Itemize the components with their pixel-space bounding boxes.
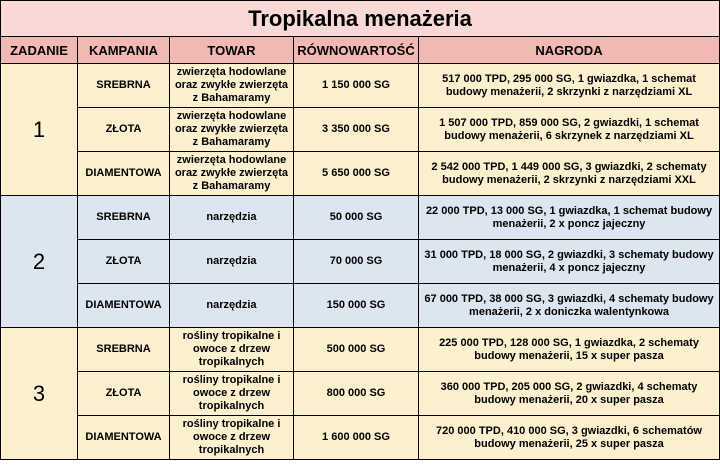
reward-cell: 2 542 000 TPD, 1 449 000 SG, 3 gwiazdki, 2 schematy budowy menażerii, 2 skrzynki z narzędziami XXL <box>419 152 720 196</box>
goods-cell: narzędzia <box>170 240 294 284</box>
goods-cell: rośliny tropikalne i owoce z drzew tropikalnych <box>170 416 294 460</box>
campaign-cell: ZŁOTA <box>78 372 170 416</box>
header-equivalent: RÓWNOWARTOŚĆ <box>294 37 419 64</box>
table-title: Tropikalna menażeria <box>1 1 720 37</box>
equivalent-cell: 500 000 SG <box>294 328 419 372</box>
equivalent-cell: 5 650 000 SG <box>294 152 419 196</box>
equivalent-cell: 800 000 SG <box>294 372 419 416</box>
table-row <box>1 196 720 240</box>
equivalent-cell: 1 600 000 SG <box>294 416 419 460</box>
equivalent-cell: 3 350 000 SG <box>294 108 419 152</box>
header-campaign: KAMPANIA <box>78 37 170 64</box>
reward-cell: 31 000 TPD, 18 000 SG, 2 gwiazdki, 3 schematy budowy menażerii, 4 x poncz jajeczny <box>419 240 720 284</box>
table-row <box>1 284 720 328</box>
task-number: 1 <box>1 64 78 196</box>
campaign-cell: DIAMENTOWA <box>78 416 170 460</box>
goods-cell: rośliny tropikalne i owoce z drzew tropikalnych <box>170 372 294 416</box>
table-row <box>1 152 720 196</box>
reward-cell: 517 000 TPD, 295 000 SG, 1 gwiazdka, 1 schemat budowy menażerii, 2 skrzynki z narzędziami XL <box>419 64 720 108</box>
reward-cell: 720 000 TPD, 410 000 SG, 3 gwiazdki, 6 schematów budowy menażerii, 25 x super pasza <box>419 416 720 460</box>
reward-cell: 22 000 TPD, 13 000 SG, 1 gwiazdka, 1 schemat budowy menażerii, 2 x poncz jajeczny <box>419 196 720 240</box>
goods-cell: rośliny tropikalne i owoce z drzew tropikalnych <box>170 328 294 372</box>
equivalent-cell: 70 000 SG <box>294 240 419 284</box>
goods-cell: narzędzia <box>170 196 294 240</box>
table-row <box>1 108 720 152</box>
campaign-cell: DIAMENTOWA <box>78 284 170 328</box>
table-row <box>1 416 720 460</box>
reward-cell: 360 000 TPD, 205 000 SG, 2 gwiazdki, 4 schematy budowy menażerii, 20 x super pasza <box>419 372 720 416</box>
reward-cell: 67 000 TPD, 38 000 SG, 3 gwiazdki, 4 schematy budowy menażerii, 2 x doniczka walentynkowa <box>419 284 720 328</box>
header-reward: NAGRODA <box>419 37 720 64</box>
campaign-cell: SREBRNA <box>78 328 170 372</box>
equivalent-cell: 150 000 SG <box>294 284 419 328</box>
goods-cell: zwierzęta hodowlane oraz zwykłe zwierzęta z Bahamaramy <box>170 152 294 196</box>
equivalent-cell: 1 150 000 SG <box>294 64 419 108</box>
campaign-cell: ZŁOTA <box>78 108 170 152</box>
task-number: 2 <box>1 196 78 328</box>
goods-cell: zwierzęta hodowlane oraz zwykłe zwierzęta z Bahamaramy <box>170 64 294 108</box>
campaign-cell: SREBRNA <box>78 64 170 108</box>
campaign-cell: DIAMENTOWA <box>78 152 170 196</box>
reward-cell: 1 507 000 TPD, 859 000 SG, 2 gwiazdki, 1 schemat budowy menażerii, 6 skrzynek z narzędziami XL <box>419 108 720 152</box>
reward-cell: 225 000 TPD, 128 000 SG, 1 gwiazdka, 2 schematy budowy menażerii, 15 x super pasza <box>419 328 720 372</box>
table-row <box>1 64 720 108</box>
table-row <box>1 240 720 284</box>
campaign-cell: SREBRNA <box>78 196 170 240</box>
goods-cell: zwierzęta hodowlane oraz zwykłe zwierzęta z Bahamaramy <box>170 108 294 152</box>
equivalent-cell: 50 000 SG <box>294 196 419 240</box>
goods-cell: narzędzia <box>170 284 294 328</box>
header-task: ZADANIE <box>1 37 78 64</box>
table-row <box>1 328 720 372</box>
table-row <box>1 372 720 416</box>
task-number: 3 <box>1 328 78 460</box>
header-goods: TOWAR <box>170 37 294 64</box>
campaign-cell: ZŁOTA <box>78 240 170 284</box>
